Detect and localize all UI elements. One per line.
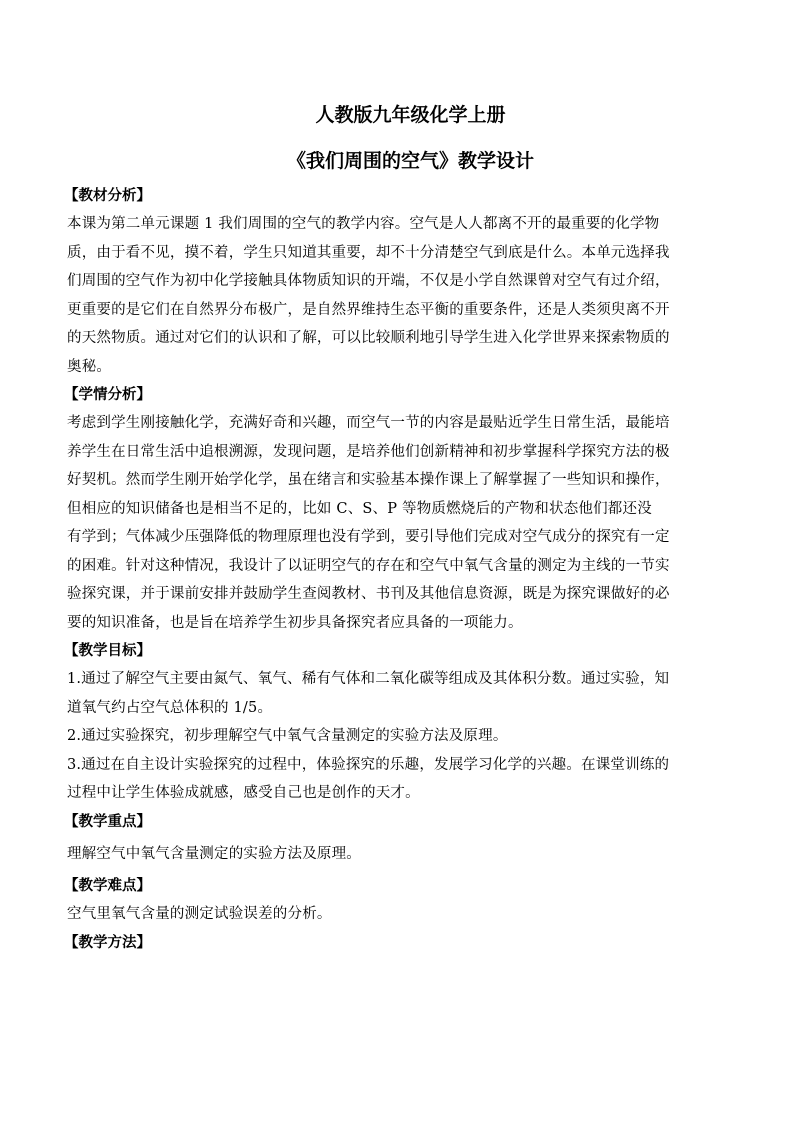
text-line: 理解空气中氧气含量测定的实验方法及原理。 [67,845,361,862]
section-teaching-difficulty [64,872,754,929]
text-line: 质，由于看不见，摸不着，学生只知道其重要，却不十分清楚空气到底是什么。本单元选择我 [67,244,670,261]
section-textbook-analysis [64,182,754,381]
section-heading: 【教学方法】 [64,933,151,951]
text-line: 的困难。针对这种情况，我设计了以证明空气的存在和空气中氧气含量的测定为主线的一节实 [67,557,670,574]
section-body [67,210,754,381]
section-heading: 【学情分析】 [64,386,151,403]
section-body [67,840,754,869]
text-line: 3.通过在自主设计实验探究的过程中，体验探究的乐趣，发展学习化学的兴趣。在课堂训练的 [67,756,670,773]
section-heading: 【教学目标】 [64,642,151,659]
text-line: 的天然物质。通过对它们的认识和了解，可以比较顺利地引导学生进入化学世界来探索物质的 [67,330,670,346]
section-body [67,900,754,929]
text-line: 道氧气约占空气总体积的 1/5。 [67,699,273,716]
text-line: 更重要的是它们在自然界分布极广，是自然界维持生态平衡的重要条件，还是人类须臾离不开 [67,301,670,318]
text-line: 空气里氧气含量的测定试验误差的分析。 [67,906,332,922]
section-heading: 【教学重点】 [64,812,151,830]
text-line: 们周围的空气作为初中化学接触具体物质知识的开端，不仅是小学自然课曾对空气有过介绍， [67,273,670,289]
text-line: 过程中让学生体验成就感，感受自己也是创作的天才。 [67,785,420,801]
section-teaching-goals [64,637,754,808]
section-body [67,409,754,637]
text-line: 但相应的知识储备也是相当不足的，比如 C、S、P 等物质燃烧后的产物和状态他们都还没 [67,500,652,517]
text-line: 验探究课，并于课前安排并鼓励学生查阅教材、书刊及其他信息资源，既是为探究课做好的必 [67,586,670,602]
text-line: 养学生在日常生活中追根溯源，发现问题，是培养他们创新精神和初步掌握科学探究方法的极 [67,443,670,460]
text-line: 有学到；气体减少压强降低的物理原理也没有学到，要引导他们完成对空气成分的探究有一定 [67,529,670,545]
text-line: 1.通过了解空气主要由氮气、氧气、稀有气体和二氧化碳等组成及其体积分数。通过实验，知 [67,671,670,687]
section-body [67,665,754,808]
section-teaching-focus [64,808,754,873]
section-teaching-method [64,929,754,957]
text-line: 考虑到学生刚接触化学，充满好奇和兴趣，而空气一节的内容是最贴近学生日常生活，最能培 [67,415,670,431]
section-heading: 【教材分析】 [64,187,151,204]
section-heading: 【教学难点】 [64,877,151,894]
text-line: 2.通过实验探究，初步理解空气中氧气含量测定的实验方法及原理。 [67,728,508,744]
document-subtitle: 《我们周围的空气》教学设计 [286,150,534,172]
section-student-analysis [64,381,754,637]
text-line: 好契机。然而学生刚开始学化学，虽在绪言和实验基本操作课上了解掌握了一些知识和操作， [67,472,670,488]
text-line: 奥秘。 [67,358,112,375]
text-line: 本课为第二单元课题 1 我们周围的空气的教学内容。空气是人人都离不开的最重要的化学物 [67,216,660,232]
text-line: 要的知识准备，也是旨在培养学生初步具备探究者应具备的一项能力。 [67,614,523,631]
document-title: 人教版九年级化学上册 [315,104,506,126]
